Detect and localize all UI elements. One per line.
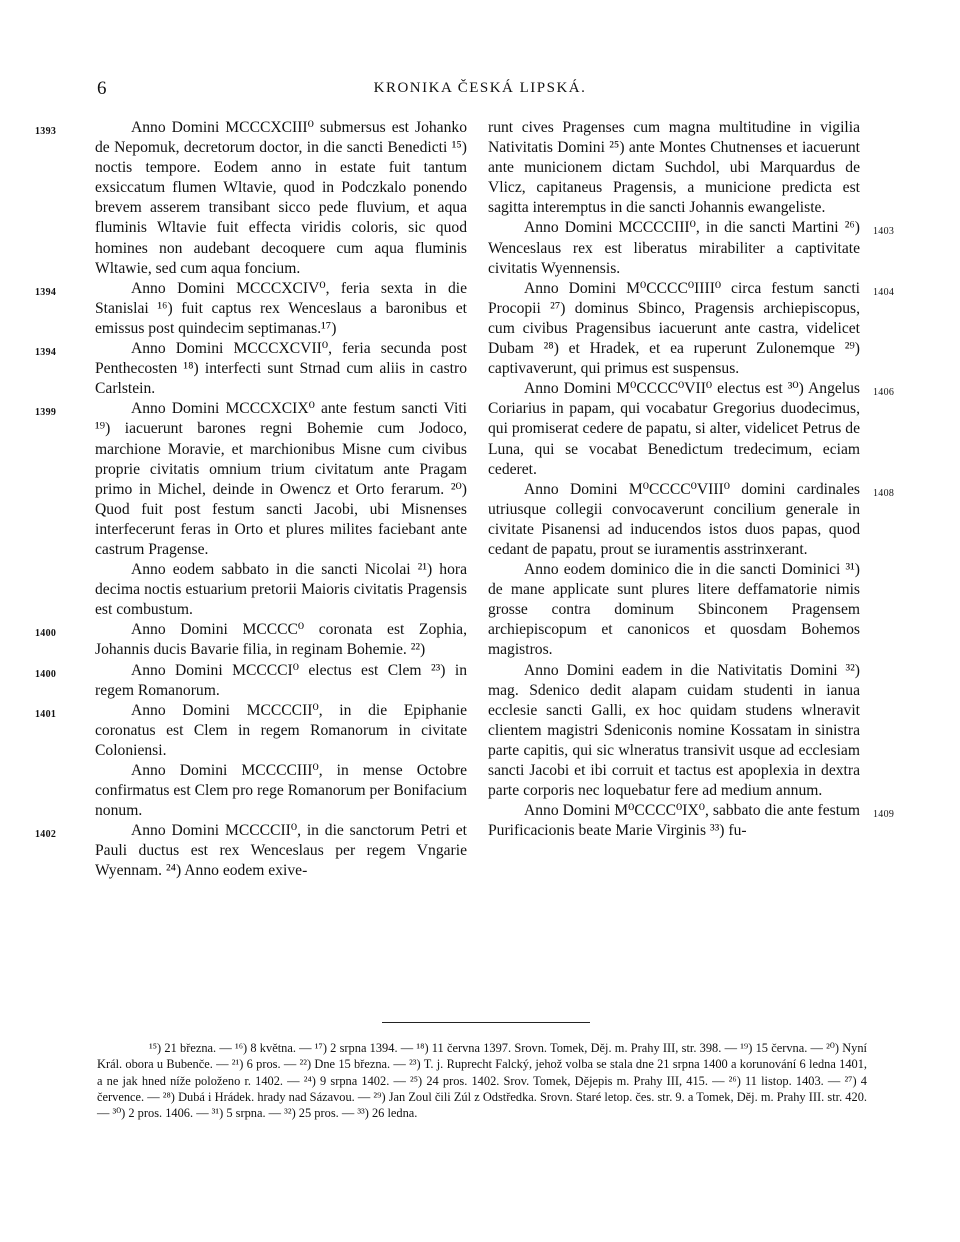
margin-year: 1399 [35,407,57,419]
margin-year: 1406 [873,387,895,399]
entry-text: Anno Domini MCCCXCIV⁰, feria sexta in die Stanislai ¹⁶) fuit captus rex Wenceslaus a baronibus et emissus post quindecim septimanas.¹⁷) [95,279,467,337]
entry-text: Anno Domini MCCCCIII⁰, in mense Octobre confirmatus est Clem pro rege Romanorum per Bonifacium nonum. [95,762,467,820]
footnotes [97,1040,867,1121]
chronicle-entry [35,279,467,339]
margin-year: 1393 [35,126,57,137]
chronicle-entry [35,701,467,761]
margin-year: 1409 [873,809,895,821]
entry-text: Anno Domini M⁰CCCC⁰IIII⁰ circa festum sancti Procopii ²⁷) dominus Sbinco, Pragensis archiepiscopus, cum civibus Pragensibus iacuerunt ante castra, videlicet Dubam ²⁸) et Hradek, et ea ruperunt Zulonemque ²⁹) captivaverunt, qui primus est suspensus. [488,279,860,378]
chronicle-entry [35,118,467,279]
entry-text: Anno Domini MCCCCII⁰, in die sanctorum Petri et Pauli ductus est rex Wenceslaus per regem Vngarie Wyennam. ²⁴) Anno eodem exive- [95,822,467,880]
entry-text: Anno Domini M⁰CCCC⁰VIII⁰ domini cardinales utriusque collegii convocaverunt concilium generale in civitate Pisanensi ad inducendos istos duos papas, quod cedant de papatu, prout se iuramentis asstrinxerant. [488,480,860,558]
entry-text: Anno Domini MCCCCIII⁰, in die sancti Martini ²⁶) Wenceslaus rex est liberatus mirabiliter a captivitate civitatis Wyennensis. [488,219,860,277]
chronicle-entry [488,801,895,841]
margin-year: 1400 [35,668,57,680]
entry-text: Anno eodem dominico die in die sancti Dominici ³¹) de mane applicate sunt plures litere deffamatorie nimis grosse contra dominum Sbinconem Pragensem archiepiscopum et canonicos et quosdam Bohemos magistros. [488,561,860,659]
chronicle-entry [488,661,860,802]
margin-year: 1402 [35,829,57,841]
entry-text: Anno Domini MCCCXCIX⁰ ante festum sancti Viti ¹⁹) iacuerunt barones regni Bohemie cum Jodoco, marchione Moravie, et marchionibus Misne cum civibus proprie civitatis omnium trium civitatum ante Pragam primo in Michel, deinde in Owencz et Orto ferarum. ²⁰) Quod fuit post festum sancti Jacobi, ubi Misnenses interfecerunt feras in Orto et plures milites faciebant ante castrum Pragense. [95,400,467,558]
margin-year: 1400 [35,628,57,640]
entry-text: Anno Domini M⁰CCCC⁰IX⁰, sabbato die ante festum Purificacionis beate Marie Virginis ³³) fu- [488,802,860,840]
footnote-text: ¹⁵) 21 března. — ¹⁶) 8 května. — ¹⁷) 2 srpna 1394. — ¹⁸) 11 června 1397. Srovn. Tomek, Děj. m. Prahy III, str. 398. — ¹⁹) 15 června. — ²⁰) Nyní Král. obora u Bubenče. — ²¹) 6 pros. — ²²) Dne 15 března. — ²³) T. j. Ruprecht Falcký, jehož volba se stala dne 21 srpna 1400 a korunování 6 ledna 1401, a ne jak hned níže položeno r. 1402. — ²⁴) 9 srpna 1402. — ²⁵) 24 pros. 1402. Srov. Tomek, Dějepis m. Prahy III, 415. — ²⁶) 11 listop. 1403. — ²⁷) 4 července. — ²⁸) Dubá i Hrádek. hrady nad Sázavou. — ²⁹) Jan Zoul čili Zúl z Odstředka. Srovn. Staré letop. čes. str. 9. a Tomek, Děj. m. Prahy III. str. 420. — ³⁰) 2 pros. 1406. — ³¹) 5 srpna. — ³²) 25 pros. — ³³) 26 ledna. [97,1041,867,1121]
chronicle-entry [35,399,467,560]
chronicle-entry [35,821,467,881]
margin-year: 1404 [873,286,895,298]
chronicle-entry [35,339,467,399]
entry-text: Anno Domini MCCCCI⁰ electus est Clem ²³) in regem Romanorum. [95,661,467,699]
entry-text: Anno Domini MCCCC⁰ coronata est Zophia, Johannis ducis Bavarie filia, in reginam Bohemie. ²²) [95,621,467,659]
chronicle-entry [95,761,467,821]
chronicle-entry [488,560,860,660]
chronicle-entry [488,118,860,218]
chronicle-entry [35,620,467,660]
footnote-divider [382,1022,590,1023]
right-column [488,118,895,841]
entry-text: Anno Domini M⁰CCCC⁰VII⁰ electus est ³⁰) Angelus Coriarius in papam, qui vocabatur Gregorius duodecimus, qui promiserat cedere de papatu, si alter, videlicet Petrus de Luna, qui se vocabat Benedictum tredecimum, eciam cederet. [488,380,860,478]
entry-text: Anno Domini MCCCXCVII⁰, feria secunda post Penthecosten ¹⁸) interfecti sunt Strnad cum aliis in castro Carlstein. [95,340,467,398]
running-head: KRONIKA ČESKÁ LIPSKÁ. [373,80,587,96]
left-column [35,118,467,882]
chronicle-entry [488,379,895,479]
entry-text: Anno eodem sabbato in die sancti Nicolai ²¹) hora decima noctis estuarium pretorii Maioris civitatis Pragensis est combustum. [95,561,467,619]
chronicle-entry [488,279,895,379]
chronicle-entry [488,480,895,560]
chronicle-entry [95,560,467,620]
margin-year: 1401 [35,708,57,720]
margin-year: 1394 [35,286,57,298]
margin-year: 1394 [35,347,57,359]
margin-year: 1403 [873,226,895,238]
entry-text: runt cives Pragenses cum magna multitudine in vigilia Nativitatis Domini ²⁵) ante Montes Chutnenses et iacuerunt ante municionem dictam Suchdol, ubi Marquardus de Vlicz, capitaneus Pragensis, a municione predicta est sagitta interemptus in die sancti Johannis ewangeliste. [488,119,860,217]
chronicle-entry [35,661,467,701]
entry-text: Anno Domini eadem in die Nativitatis Domini ³²) mag. Sdenico dedit alapam cuidam studenti in ianua ecclesie sancti Galli, ex hoc quidam studens wlneravit clientem magistri Sdeniconis nomine Kossatam in sinistra parte capitis, qui sic wlneratus transivit usque ad ecclesiam sancti Jacobi et ibi corruit et tactus est apoplexia in dextra parte corporis nec loquebatur fere ad medium annum. [488,661,860,800]
page-number: 6 [97,78,107,99]
entry-text: Anno Domini MCCCCII⁰, in die Epiphanie coronatus est Clem in regem Romanorum in civitate Coloniensi. [95,701,467,759]
entry-text: Anno Domini MCCCXCIII⁰ submersus est Johanko de Nepomuk, decretorum doctor, in die sancti Benedicti ¹⁵) noctis tempore. Eodem anno in estate fuit tantum exsiccatum flumen Wltavie, quod in Podczkalo ponendo brevem asserem transibant sicco pede fluvium, et aqua fluminis Wltavie fuit effecta viridis coloris, sic quod homines non audebant decoquere cum aqua fluminis Wltawie, sed cum aqua foncium. [95,119,467,277]
chronicle-entry [488,218,895,278]
margin-year: 1408 [873,487,895,499]
